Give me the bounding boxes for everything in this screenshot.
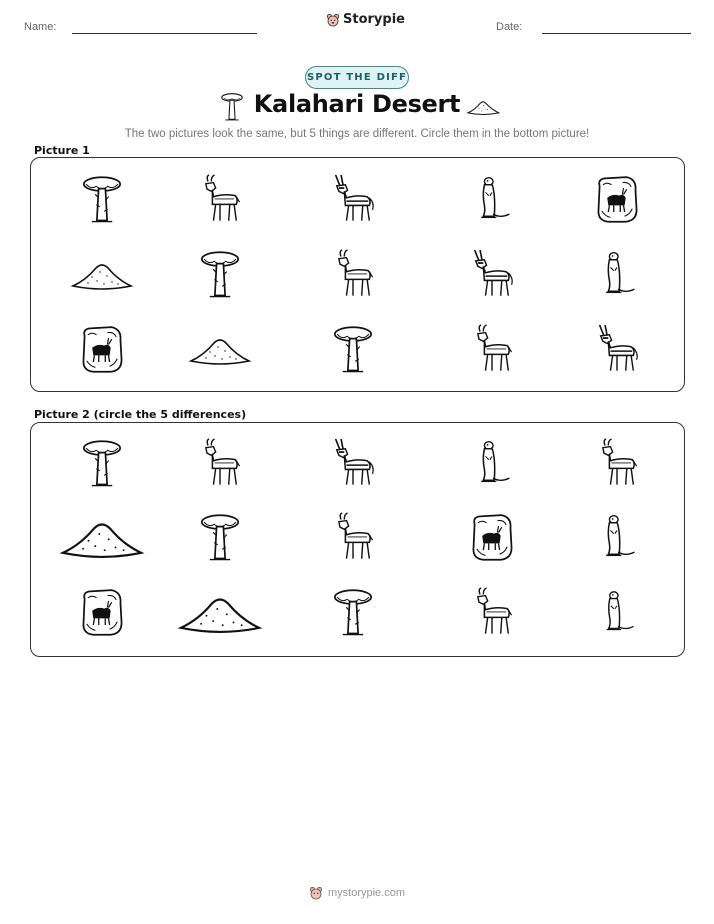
baobab-tree-icon[interactable] bbox=[188, 245, 252, 305]
rock-painting-icon[interactable] bbox=[460, 508, 524, 568]
springbok-icon[interactable] bbox=[321, 508, 385, 568]
bear-icon bbox=[326, 13, 340, 27]
baobab-tree-icon[interactable] bbox=[321, 583, 385, 643]
date-label: Date: bbox=[496, 21, 523, 33]
instructions: The two pictures look the same, but 5 things are different. Circle them in the bottom picture! bbox=[124, 128, 590, 140]
springbok-icon[interactable] bbox=[460, 583, 524, 643]
springbok-icon[interactable] bbox=[188, 170, 252, 230]
meerkat-icon[interactable] bbox=[585, 508, 649, 568]
meerkat-icon[interactable] bbox=[460, 434, 524, 494]
footer bbox=[0, 886, 714, 900]
storypie-logo bbox=[326, 12, 405, 27]
meerkat-icon[interactable] bbox=[585, 245, 649, 305]
picture-2-label: Picture 2 (circle the 5 differences) bbox=[34, 408, 247, 421]
sand-dune-icon[interactable] bbox=[188, 320, 252, 380]
brand-name: Storypie bbox=[343, 12, 405, 27]
rock-painting-icon[interactable] bbox=[585, 170, 649, 230]
gemsbok-icon[interactable] bbox=[585, 320, 649, 380]
badge-label: SPOT THE DIFF bbox=[306, 72, 408, 83]
sand-dune-icon[interactable] bbox=[70, 245, 134, 305]
gemsbok-icon[interactable] bbox=[321, 434, 385, 494]
footer-url: mystorypie.com bbox=[327, 887, 406, 899]
title-dune-icon bbox=[466, 96, 500, 123]
page-title: Kalahari Desert bbox=[253, 90, 461, 118]
sand-dune-icon[interactable] bbox=[177, 573, 263, 654]
springbok-icon[interactable] bbox=[585, 434, 649, 494]
picture-1-label: Picture 1 bbox=[34, 144, 90, 157]
meerkat-icon[interactable] bbox=[587, 585, 648, 642]
gemsbok-icon[interactable] bbox=[460, 245, 524, 305]
baobab-tree-icon[interactable] bbox=[70, 434, 134, 494]
rock-painting-icon[interactable] bbox=[70, 583, 134, 643]
springbok-icon[interactable] bbox=[321, 245, 385, 305]
baobab-tree-icon[interactable] bbox=[70, 170, 134, 230]
page-title-wrap bbox=[0, 90, 714, 118]
date-line[interactable] bbox=[542, 33, 691, 34]
baobab-tree-icon[interactable] bbox=[321, 320, 385, 380]
name-line[interactable] bbox=[72, 33, 257, 34]
gemsbok-icon[interactable] bbox=[321, 170, 385, 230]
rock-painting-icon[interactable] bbox=[70, 320, 134, 380]
sand-dune-icon[interactable] bbox=[59, 498, 145, 579]
springbok-icon[interactable] bbox=[460, 320, 524, 380]
spot-the-diff-badge bbox=[305, 66, 409, 89]
meerkat-icon[interactable] bbox=[460, 170, 524, 230]
bear-icon bbox=[309, 886, 323, 900]
baobab-tree-icon[interactable] bbox=[188, 508, 252, 568]
springbok-icon[interactable] bbox=[188, 434, 252, 494]
name-label: Name: bbox=[24, 21, 57, 33]
